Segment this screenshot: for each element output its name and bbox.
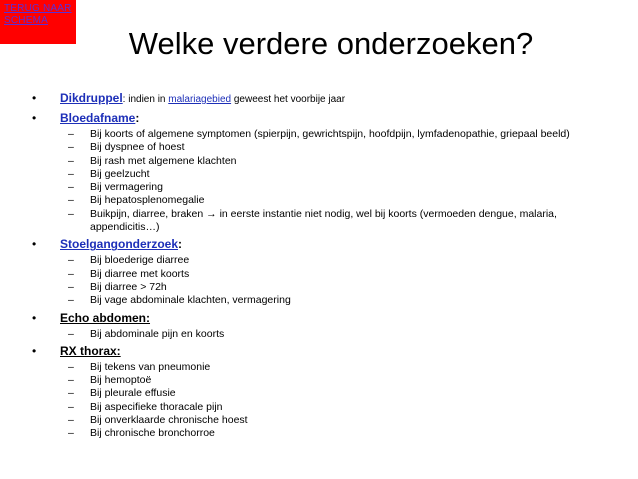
rx-thorax-heading: RX thorax: bbox=[60, 343, 121, 358]
section-echo-abdomen bbox=[32, 310, 622, 327]
dash-icon: – bbox=[68, 400, 74, 413]
list-item bbox=[32, 141, 622, 154]
dash-icon: – bbox=[68, 128, 74, 140]
dash-icon: – bbox=[68, 207, 74, 220]
dash-icon: – bbox=[68, 167, 74, 180]
list-item bbox=[32, 387, 622, 400]
dash-icon: – bbox=[68, 154, 74, 167]
back-to-schema-button[interactable] bbox=[0, 0, 76, 44]
back-button-line2: SCHEMA bbox=[4, 15, 48, 26]
bullet-icon: • bbox=[32, 111, 37, 125]
list-item-text: Bij diarree met koorts bbox=[90, 267, 190, 280]
dikdruppel-note-prefix: : indien in bbox=[122, 94, 169, 105]
list-item bbox=[32, 128, 622, 141]
dash-icon: – bbox=[68, 360, 74, 373]
dash-icon: – bbox=[68, 387, 74, 400]
list-item-text: Bij vermagering bbox=[90, 181, 163, 194]
list-item-text: Bij rash met algemene klachten bbox=[90, 154, 237, 167]
list-item bbox=[32, 281, 622, 294]
list-item bbox=[32, 361, 622, 374]
dash-icon: – bbox=[68, 254, 74, 267]
list-item-text: Bij koorts of algemene symptomen (spierpijn, gewrichtspijn, hoofdpijn, lymfadenopathie, griepaal beeld) bbox=[90, 128, 570, 140]
dash-icon: – bbox=[68, 141, 74, 154]
dash-icon: – bbox=[68, 181, 74, 194]
back-button-line1: TERUG NAAR bbox=[4, 3, 72, 14]
section-stoelgangonderzoek bbox=[32, 236, 622, 253]
list-item-text: Bij diarree > 72h bbox=[90, 280, 167, 293]
bullet-icon: • bbox=[32, 91, 37, 105]
list-item bbox=[32, 208, 622, 235]
dash-icon: – bbox=[68, 374, 74, 387]
section-rx-thorax bbox=[32, 343, 622, 360]
list-item bbox=[32, 254, 622, 267]
list-item bbox=[32, 168, 622, 181]
bullet-icon: • bbox=[32, 343, 37, 358]
malariagebied-link[interactable]: malariagebied bbox=[168, 94, 232, 105]
list-item-text: Bij abdominale pijn en koorts bbox=[90, 327, 225, 340]
dash-icon: – bbox=[68, 267, 74, 280]
list-item bbox=[32, 268, 622, 281]
content-list bbox=[32, 88, 622, 441]
dikdruppel-note-suffix: geweest het voorbije jaar bbox=[231, 94, 346, 105]
list-item-text: Bij geelzucht bbox=[90, 167, 150, 180]
dash-icon: – bbox=[68, 427, 74, 440]
list-item-text: Bij vage abdominale klachten, vermagering bbox=[90, 294, 291, 307]
list-item bbox=[32, 294, 622, 307]
dash-icon: – bbox=[68, 414, 74, 427]
list-item-text: Bij hemoptoë bbox=[90, 374, 152, 387]
list-item bbox=[32, 194, 622, 207]
bullet-icon: • bbox=[32, 310, 37, 325]
echo-abdomen-heading: Echo abdomen: bbox=[60, 310, 151, 325]
bloedafname-colon: : bbox=[135, 111, 140, 125]
list-item-text: Bij hepatosplenomegalie bbox=[90, 194, 205, 207]
list-item-text: Bij chronische bronchorroe bbox=[90, 427, 215, 440]
list-item-text: Bij aspecifieke thoracale pijn bbox=[90, 400, 223, 413]
list-item bbox=[32, 427, 622, 440]
list-item bbox=[32, 328, 622, 341]
dash-icon: – bbox=[68, 294, 74, 307]
list-item bbox=[32, 374, 622, 387]
stoelgangonderzoek-colon: : bbox=[178, 237, 183, 252]
section-dikdruppel bbox=[32, 90, 622, 108]
list-item-text: Bij onverklaarde chronische hoest bbox=[90, 414, 248, 427]
list-item bbox=[32, 414, 622, 427]
stoelgangonderzoek-link[interactable]: Stoelgangonderzoek bbox=[60, 237, 179, 252]
dash-icon: – bbox=[68, 327, 74, 340]
list-item bbox=[32, 401, 622, 414]
list-item-text: Bij dyspnee of hoest bbox=[90, 141, 185, 154]
slide-title: Welke verdere onderzoeken? bbox=[128, 26, 534, 61]
dash-icon: – bbox=[68, 194, 74, 207]
dash-icon: – bbox=[68, 280, 74, 293]
list-item-text: Bij tekens van pneumonie bbox=[90, 360, 211, 373]
bullet-icon: • bbox=[32, 237, 37, 252]
bloedafname-link[interactable]: Bloedafname bbox=[60, 111, 136, 125]
list-item bbox=[32, 181, 622, 194]
list-item bbox=[32, 155, 622, 168]
list-item-text: Bij bloederige diarree bbox=[90, 254, 190, 267]
list-item-text: Bij pleurale effusie bbox=[90, 387, 176, 400]
dikdruppel-link[interactable]: Dikdruppel bbox=[60, 91, 123, 105]
section-bloedafname bbox=[32, 110, 622, 127]
list-item-text: Buikpijn, diarree, braken → in eerste instantie niet nodig, wel bij koorts (vermoeden dengue, malaria, appendicitis…) bbox=[90, 207, 557, 234]
